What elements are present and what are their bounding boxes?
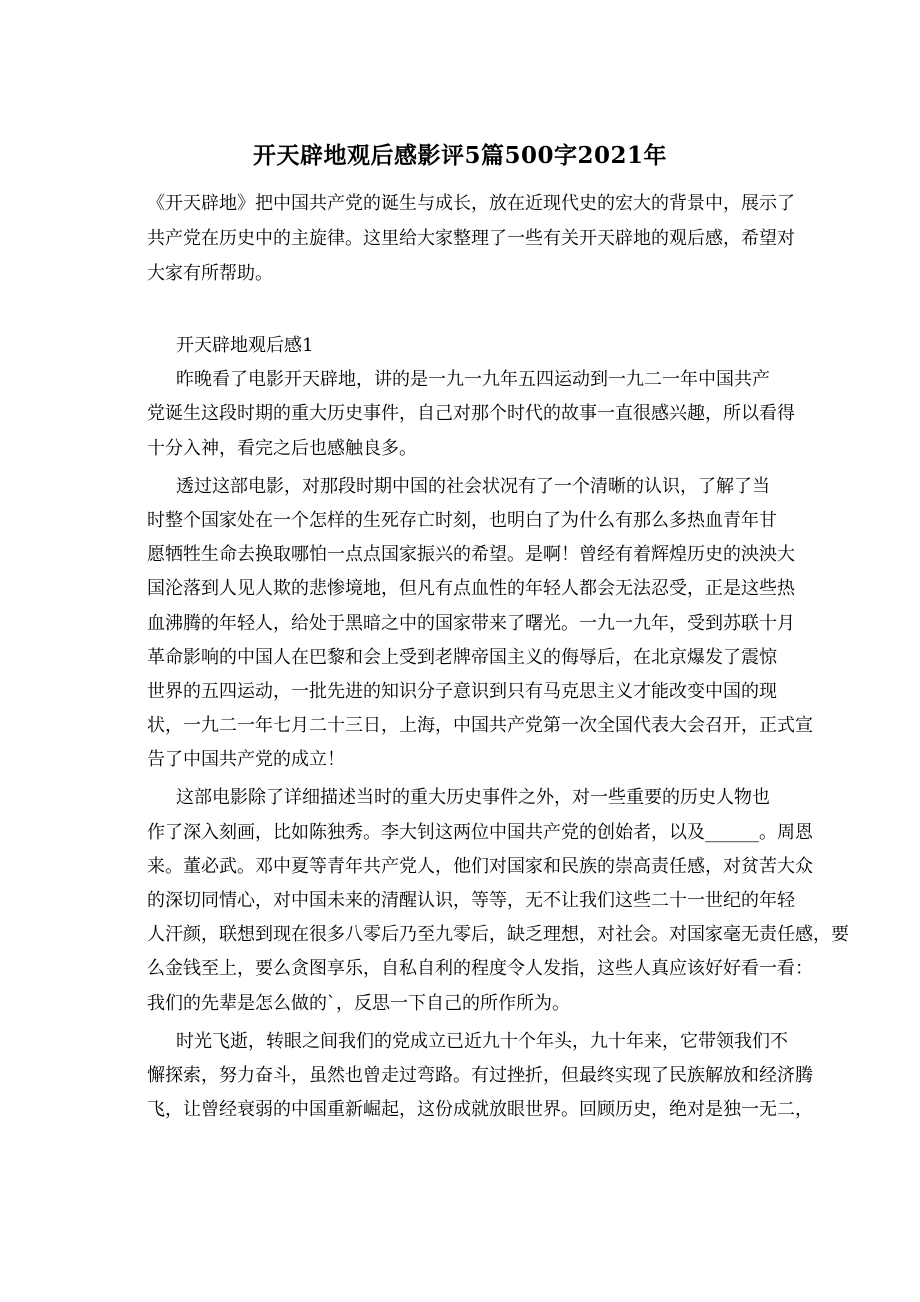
- paragraph-line: 懈探索，努力奋斗，虽然也曾走过弯路。有过挫折，但最终实现了民族解放和经济腾: [147, 1064, 813, 1086]
- paragraph-line: 作了深入刻画，比如陈独秀。李大钊这两位中国共产党的创始者，以及______。周恩: [147, 821, 813, 843]
- paragraph-line: 告了中国共产党的成立！: [147, 749, 345, 771]
- paragraph-line: 时光飞逝，转眼之间我们的党成立已近九十个年头，九十年来，它带领我们不: [176, 1030, 788, 1052]
- intro-line: 共产党在历史中的主旋律。这里给大家整理了一些有关开天辟地的观后感，希望对: [147, 228, 795, 249]
- paragraph-line: 来。董必武。邓中夏等青年共产党人，他们对国家和民族的崇高责任感，对贫苦大众: [147, 855, 813, 877]
- paragraph-line: 么金钱至上，要么贪图享乐，自私自利的程度令人发指，这些人真应该好好看一看：: [147, 958, 813, 980]
- paragraph-2: [147, 470, 827, 778]
- paragraph-line: 这部电影除了详细描述当时的重大历史事件之外，对一些重要的历史人物也: [176, 787, 770, 809]
- paragraph-line: 的深切同情心，对中国未来的清醒认识，等等，无不让我们这些二十一世纪的年轻: [147, 890, 795, 911]
- paragraph-line: 状，一九二一年七月二十三日，上海，中国共产党第一次全国代表大会召开，正式宣: [147, 715, 813, 737]
- paragraph-line: 愿牺牲生命去换取哪怕一点点国家振兴的希望。是啊！曾经有着辉煌历史的泱泱大: [147, 544, 795, 566]
- paragraph-line: 透过这部电影，对那段时期中国的社会状况有了一个清晰的认识，了解了当: [176, 475, 770, 497]
- paragraph-line: 十分入神，看完之后也感触良多。: [147, 437, 417, 459]
- paragraph-3: [147, 781, 849, 1020]
- paragraph-line: 人汗颜，联想到现在很多八零后乃至九零后，缺乏理想，对社会。对国家毫无责任感，要: [147, 924, 849, 946]
- paragraph-line: 飞，让曾经衰弱的中国重新崛起，这份成就放眼世界。回顾历史，绝对是独一无二，: [147, 1099, 813, 1121]
- intro-line: 大家有所帮助。: [147, 263, 273, 284]
- paragraph-line: 血沸腾的年轻人，给处于黑暗之中的国家带来了曙光。一九一九年，受到苏联十月: [147, 612, 795, 634]
- paragraph-1: [147, 363, 827, 466]
- paragraph-line: 革命影响的中国人在巴黎和会上受到老牌帝国主义的侮辱后，在北京爆发了震惊: [147, 646, 777, 668]
- intro-paragraph: [147, 186, 797, 291]
- paragraph-line: 党诞生这段时期的重大历史事件，自己对那个时代的故事一直很感兴趣，所以看得: [147, 403, 795, 425]
- paragraph-line: 国沦落到人见人欺的悲惨境地，但凡有点血性的年轻人都会无法忍受，正是这些热: [147, 578, 795, 600]
- paragraph-line: 时整个国家处在一个怎样的生死存亡时刻，也明白了为什么有那么多热血青年甘: [147, 509, 777, 531]
- intro-line: 《开天辟地》把中国共产党的诞生与成长，放在近现代史的宏大的背景中，展示了: [147, 193, 795, 214]
- paragraph-line: 昨晚看了电影开天辟地，讲的是一九一九年五四运动到一九二一年中国共产: [176, 369, 770, 391]
- essay-body: [147, 329, 849, 1127]
- paragraph-line: 世界的五四运动，一批先进的知识分子意识到只有马克思主义才能改变中国的现: [147, 680, 777, 702]
- section-heading: 开天辟地观后感1: [176, 335, 314, 356]
- paragraph-line: 我们的先辈是怎么做的`，反思一下自己的所作所为。: [147, 992, 570, 1014]
- document-title: 开天辟地观后感影评5篇500字2021年: [252, 142, 668, 169]
- paragraph-4: [147, 1025, 827, 1128]
